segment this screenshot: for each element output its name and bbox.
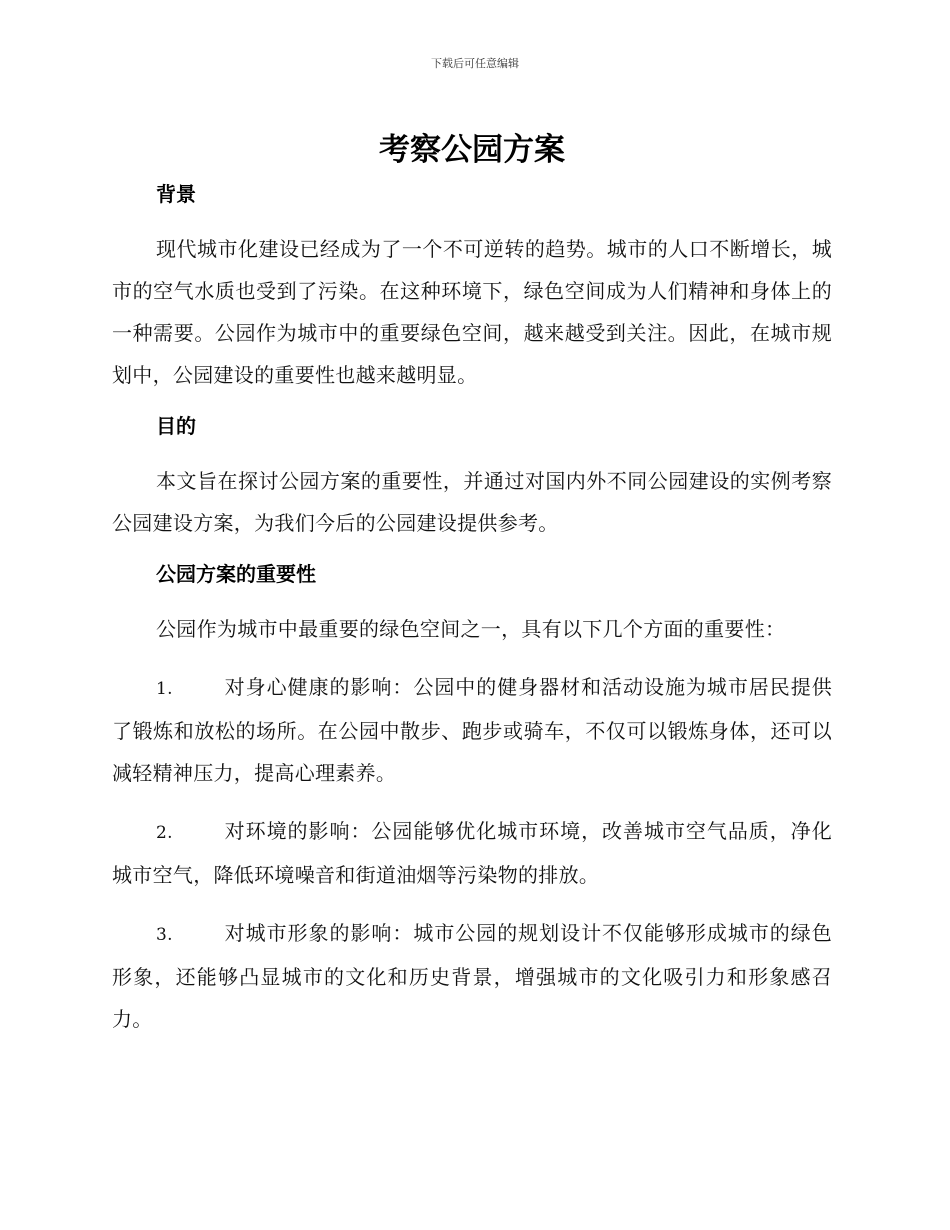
paragraph-importance-intro: 公园作为城市中最重要的绿色空间之一，具有以下几个方面的重要性：	[156, 617, 786, 641]
document-content	[112, 128, 832, 1056]
list-item	[112, 666, 832, 794]
heading-purpose: 目的	[156, 414, 196, 438]
paragraph-background: 现代城市化建设已经成为了一个不可逆转的趋势。城市的人口不断增长，城市的空气水质也受到了污染。在这种环境下，绿色空间成为人们精神和身体上的一种需要。公园作为城市中的重要绿色空间，越来越受到关注。因此，在城市规划中，公园建设的重要性也越来越明显。	[112, 237, 832, 387]
list-item-text: 对环境的影响：公园能够优化城市环境，改善城市空气品质，净化城市空气，降低环境噪音和街道油烟等污染物的排放。	[112, 819, 832, 887]
heading-background: 背景	[156, 182, 196, 206]
list-item-text: 对身心健康的影响：公园中的健身器材和活动设施为城市居民提供了锻炼和放松的场所。在公园中散步、跑步或骑车，不仅可以锻炼身体，还可以减轻精神压力，提高心理素养。	[112, 675, 832, 785]
list-item-number: 3.	[156, 925, 173, 945]
header-note: 下载后可任意编辑	[431, 57, 519, 70]
paragraph-purpose: 本文旨在探讨公园方案的重要性，并通过对国内外不同公园建设的实例考察公园建设方案，为我们今后的公园建设提供参考。	[112, 469, 832, 535]
list-item-number: 1.	[156, 679, 173, 699]
document-title: 考察公园方案	[379, 132, 565, 168]
list-item-text: 对城市形象的影响：城市公园的规划设计不仅能够形成城市的绿色形象，还能够凸显城市的文化和历史背景，增强城市的文化吸引力和形象感召力。	[112, 921, 832, 1031]
list-item-number: 2.	[156, 823, 173, 843]
list-item	[112, 912, 832, 1040]
list-item	[112, 810, 832, 896]
heading-importance: 公园方案的重要性	[156, 562, 316, 586]
